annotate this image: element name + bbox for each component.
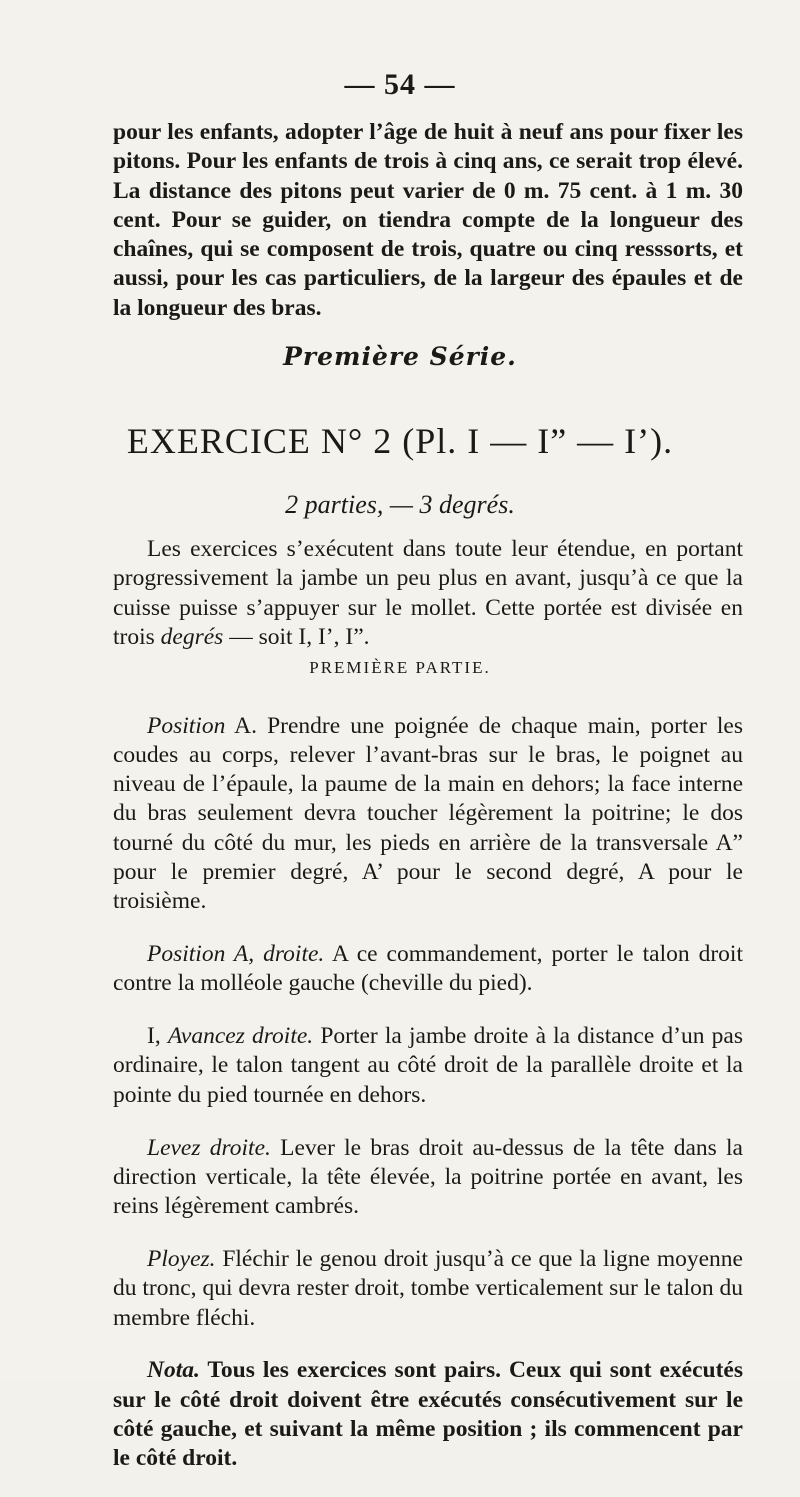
lead-term: Ployez.	[147, 1245, 216, 1272]
execution-paragraph	[113, 535, 743, 652]
paragraph-text: Tous les exercices sont pairs. Ceux qui sont exécutés sur le côté droit doivent être exécutés consécutivement sur le côté gauche, et suivant la même position ; ils commencent par le côté droit.	[113, 1357, 743, 1472]
paragraph-ployez	[113, 1245, 743, 1333]
execution-text-1: Les exercices s’exécutent dans toute leur étendue, en portant progressivement la jambe un peu plus en avant, jusqu’à ce que la cuisse puisse s’appuyer sur le mollet. Cette portée est divisée en trois	[113, 536, 743, 650]
lead-term: Position	[147, 712, 226, 739]
paragraph-text: A. Prendre une poignée de chaque main, porter les coudes au corps, relever l’avant-bras sur le bras, le poignet au niveau de l’épaule, la paume de la main en dehors; la face interne du bras seulement devra toucher légèrement la poitrine; le dos tourné du côté du mur, les pieds en arrière de la transversale A” pour le premier degré, A’ pour le second degré, A pour le troisième.	[113, 712, 743, 915]
paragraph-text: A ce commandement, porter le talon droit contre la molléole gauche (cheville du pied).	[113, 941, 743, 997]
lead-term: Levez droite.	[147, 1134, 271, 1161]
paragraph-avancez-droite	[113, 1022, 743, 1110]
section-heading: PREMIÈRE PARTIE.	[309, 658, 491, 677]
exercise-title: EXERCICE N° 2 (Pl. I — I” — I’).	[126, 421, 674, 461]
serie-title: Première Série.	[283, 342, 517, 371]
execution-emphasis: degrés	[160, 623, 224, 650]
degres-count: — 3 degrés.	[383, 490, 515, 519]
parties-count: 2 parties,	[285, 490, 384, 519]
execution-text-2: — soit I, I’, I”.	[223, 623, 370, 650]
paragraph-text: Porter la jambe droite à la distance d’un pas ordinaire, le talon tangent au côté droit de la parallèle droite et la pointe du pied tournée en dehors.	[113, 1023, 743, 1108]
paragraph-prefix: I,	[147, 1023, 168, 1050]
page-number: — 54 —	[344, 68, 456, 101]
instructions-block	[113, 688, 743, 1497]
intro-paragraph-text: pour les enfants, adopter l’âge de huit à neuf ans pour fixer les pitons. Pour les enfants de trois à cinq ans, ce serait trop élevé. La distance des pitons peut varier de 0 m. 75 cent. à 1 m. 30 cent. Pour se guider, on tiendra compte de la longueur des chaînes, qui se composent de trois, quatre ou cinq resssorts, et aussi, pour les cas particuliers, de la largeur des épaules et de la longueur des bras.	[113, 119, 743, 321]
paragraph-text: Lever le bras droit au-dessus de la tête dans la direction verticale, la tête élevée, la poitrine portée en avant, les reins légèrement cambrés.	[113, 1134, 743, 1220]
lead-term: Avancez droite.	[167, 1023, 314, 1050]
paragraph-text: Fléchir le genou droit jusqu’à ce que la ligne moyenne du tronc, qui devra rester droit, tombe verticalement sur le talon du membre fléchi.	[113, 1245, 743, 1331]
paragraph-nota	[113, 1356, 743, 1473]
paragraph-position-a	[113, 712, 743, 917]
lead-term: Nota.	[147, 1357, 200, 1384]
lead-term: Position A, droite.	[147, 941, 325, 968]
paragraph-levez-droite	[113, 1134, 743, 1222]
parties-line	[0, 490, 800, 520]
intro-paragraph	[113, 118, 743, 323]
paragraph-position-a-droite	[113, 940, 743, 999]
